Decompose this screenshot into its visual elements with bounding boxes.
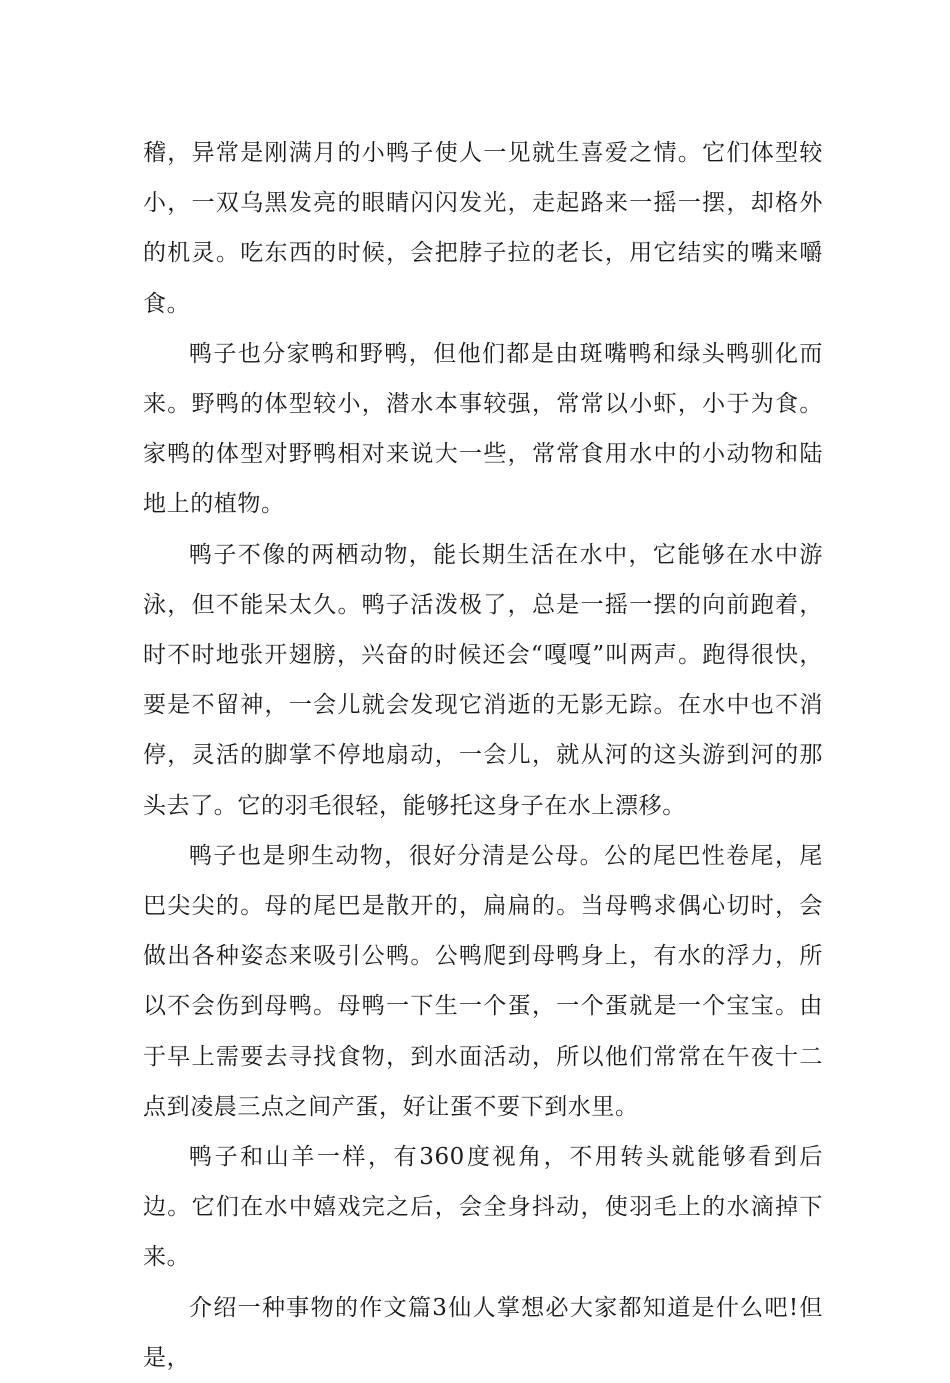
document-body xyxy=(143,128,823,1383)
paragraph-2: 鸭子也分家鸭和野鸭，但他们都是由斑嘴鸭和绿头鸭驯化而来。野鸭的体型较小，潜水本事较强，常常以小虾，小于为食。家鸭的体型对野鸭相对来说大一些，常常食用水中的小动物和陆地上的植物。 xyxy=(143,340,823,518)
paragraph-3: 鸭子不像的两栖动物，能长期生活在水中，它能够在水中游泳，但不能呆太久。鸭子活泼极了，总是一摇一摆的向前跑着，时不时地张开翅膀，兴奋的时候还会“嘎嘎”叫两声。跑得很快，要是不留神，一会儿就会发现它消逝的无影无踪。在水中也不消停，灵活的脚掌不停地扇动，一会儿，就从河的这头游到河的那头去了。它的羽毛很轻，能够托这身子在水上漂移。 xyxy=(143,541,823,819)
paragraph-5: 鸭子和山羊一样，有360度视角，不用转头就能够看到后边。它们在水中嬉戏完之后，会全身抖动，使羽毛上的水滴掉下来。 xyxy=(143,1144,823,1271)
paragraph-1: 稽，异常是刚满月的小鸭子使人一见就生喜爱之情。它们体型较小，一双乌黑发亮的眼睛闪闪发光，走起路来一摇一摆，却格外的机灵。吃东西的时候，会把脖子拉的老长，用它结实的嘴来嚼食。 xyxy=(143,140,823,317)
paragraph-4: 鸭子也是卵生动物，很好分清是公母。公的尾巴性卷尾，尾巴尖尖的。母的尾巴是散开的，扁扁的。当母鸭求偶心切时，会做出各种姿态来吸引公鸭。公鸭爬到母鸭身上，有水的浮力，所以不会伤到母鸭。母鸭一下生一个蛋，一个蛋就是一个宝宝。由于早上需要去寻找食物，到水面活动，所以他们常常在午夜十二点到凌晨三点之间产蛋，好让蛋不要下到水里。 xyxy=(143,842,823,1120)
paragraph-6: 介绍一种事物的作文篇3仙人掌想必大家都知道是什么吧!但是， xyxy=(143,1294,823,1371)
